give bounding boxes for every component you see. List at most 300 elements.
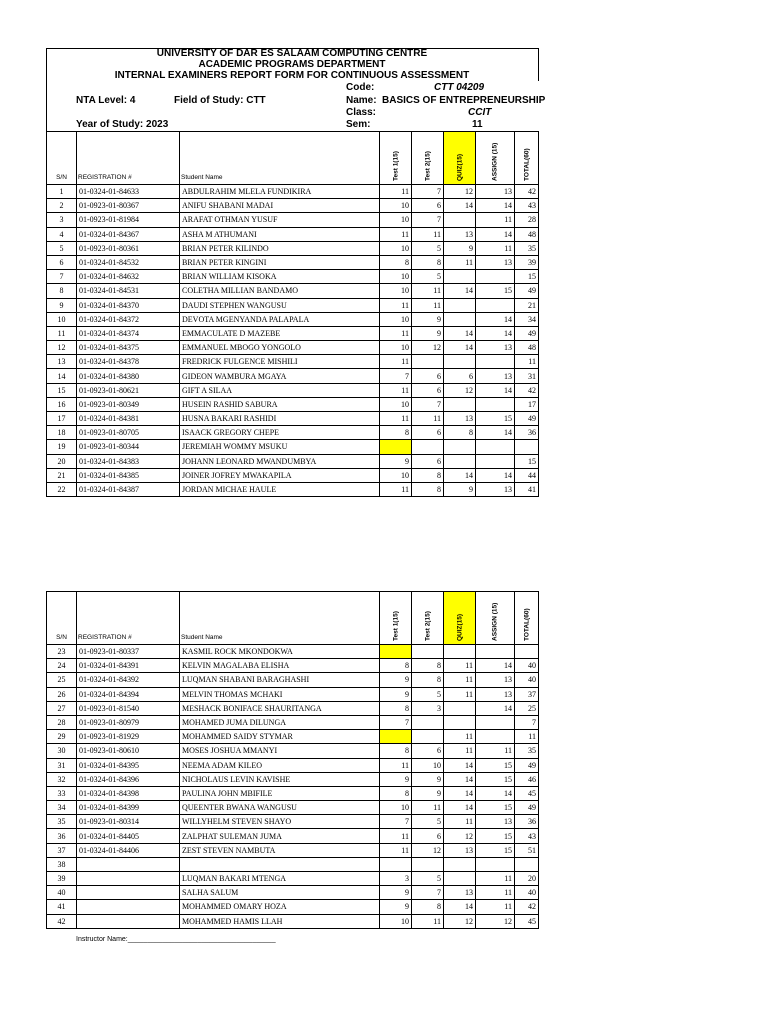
cell-sn: 9 [47, 298, 77, 312]
cell-total: 49 [515, 801, 539, 815]
cell-test2: 11 [412, 298, 444, 312]
cell-student-name: QUEENTER BWANA WANGUSU [180, 801, 380, 815]
cell-registration: 01-0324-01-84370 [77, 298, 180, 312]
cell-student-name: ASHA M ATHUMANI [180, 227, 380, 241]
table-row [47, 326, 539, 340]
cell-student-name: MOHAMMED HAMIS LLAH [180, 914, 380, 928]
cell-sn: 3 [47, 213, 77, 227]
cell-assign: 14 [476, 227, 515, 241]
cell-registration: 01-0923-01-80337 [77, 645, 180, 659]
cell-quiz: 11 [444, 815, 476, 829]
semester-label: Sem: [346, 119, 371, 130]
cell-test1: 8 [380, 701, 412, 715]
university-title: UNIVERSITY OF DAR ES SALAAM COMPUTING CENTRE [156, 48, 428, 59]
cell-test2: 5 [412, 872, 444, 886]
cell-registration: 01-0923-01-80361 [77, 241, 180, 255]
cell-test2: 8 [412, 673, 444, 687]
cell-quiz: 12 [444, 829, 476, 843]
cell-quiz [444, 213, 476, 227]
cell-total: 40 [515, 886, 539, 900]
cell-total: 51 [515, 843, 539, 857]
cell-sn: 40 [47, 886, 77, 900]
table-row [47, 701, 539, 715]
col-quiz-label: QUIZ(15) [456, 613, 463, 641]
cell-total: 45 [515, 914, 539, 928]
col-student-name-header: Student Name [180, 592, 380, 645]
cell-test1 [380, 857, 412, 871]
cell-registration: 01-0324-01-84532 [77, 255, 180, 269]
cell-sn: 16 [47, 397, 77, 411]
cell-registration: 01-0923-01-81540 [77, 701, 180, 715]
cell-assign: 15 [476, 412, 515, 426]
cell-sn: 35 [47, 815, 77, 829]
cell-total: 40 [515, 659, 539, 673]
field-of-study: Field of Study: CTT [174, 95, 266, 106]
cell-quiz: 11 [444, 659, 476, 673]
cell-quiz: 11 [444, 730, 476, 744]
table-row [47, 843, 539, 857]
cell-sn: 38 [47, 857, 77, 871]
cell-registration: 01-0324-01-84385 [77, 468, 180, 482]
table-row [47, 341, 539, 355]
cell-quiz [444, 645, 476, 659]
cell-quiz: 11 [444, 255, 476, 269]
col-total-label: TOTAL(60) [523, 148, 530, 181]
col-quiz-header [444, 592, 476, 645]
cell-quiz: 14 [444, 801, 476, 815]
table-row [47, 355, 539, 369]
cell-student-name: ABDULRAHIM MLELA FUNDIKIRA [180, 185, 380, 199]
col-assign-label: ASSIGN (15) [491, 602, 499, 641]
cell-registration: 01-0324-01-84380 [77, 369, 180, 383]
cell-quiz: 12 [444, 185, 476, 199]
cell-test2: 5 [412, 241, 444, 255]
cell-student-name: MOHAMED JUMA DILUNGA [180, 715, 380, 729]
table-row [47, 312, 539, 326]
cell-sn: 20 [47, 454, 77, 468]
cell-registration: 01-0324-01-84406 [77, 843, 180, 857]
cell-test1: 11 [380, 412, 412, 426]
cell-student-name: LUQMAN BAKARI MTENGA [180, 872, 380, 886]
cell-assign: 13 [476, 687, 515, 701]
cell-test2: 7 [412, 397, 444, 411]
cell-registration: 01-0324-01-84367 [77, 227, 180, 241]
cell-quiz [444, 440, 476, 454]
cell-total: 49 [515, 326, 539, 340]
cell-assign: 11 [476, 213, 515, 227]
cell-sn: 4 [47, 227, 77, 241]
cell-registration: 01-0324-01-84392 [77, 673, 180, 687]
cell-sn: 8 [47, 284, 77, 298]
cell-total: 40 [515, 673, 539, 687]
cell-quiz: 12 [444, 383, 476, 397]
cell-sn: 10 [47, 312, 77, 326]
col-total-label: TOTAL(60) [523, 608, 530, 641]
cell-assign: 15 [476, 284, 515, 298]
cell-registration [77, 900, 180, 914]
cell-test1: 11 [380, 355, 412, 369]
cell-quiz [444, 454, 476, 468]
cell-test2: 8 [412, 659, 444, 673]
cell-test1: 9 [380, 454, 412, 468]
instructor-name-line: Instructor Name:______________________________________ [76, 936, 276, 943]
cell-student-name: ANIFU SHABANI MADAI [180, 199, 380, 213]
cell-student-name: SALHA SALUM [180, 886, 380, 900]
cell-test1: 11 [380, 829, 412, 843]
cell-sn: 27 [47, 701, 77, 715]
cell-quiz [444, 355, 476, 369]
cell-assign [476, 715, 515, 729]
cell-assign: 15 [476, 843, 515, 857]
cell-test1: 10 [380, 270, 412, 284]
cell-sn: 26 [47, 687, 77, 701]
cell-quiz [444, 298, 476, 312]
cell-student-name: KASMIL ROCK MKONDOKWA [180, 645, 380, 659]
cell-quiz [444, 715, 476, 729]
cell-registration [77, 857, 180, 871]
year-of-study: Year of Study: 2023 [76, 119, 169, 130]
cell-registration: 01-0923-01-80344 [77, 440, 180, 454]
cell-test1: 10 [380, 199, 412, 213]
cell-total: 20 [515, 872, 539, 886]
cell-total: 11 [515, 355, 539, 369]
col-assign-header [476, 592, 515, 645]
cell-assign [476, 440, 515, 454]
cell-student-name: HUSEIN RASHID SABURA [180, 397, 380, 411]
cell-sn: 22 [47, 482, 77, 496]
cell-assign: 15 [476, 772, 515, 786]
cell-student-name: NEEMA ADAM KILEO [180, 758, 380, 772]
cell-student-name: ARAFAT OTHMAN YUSUF [180, 213, 380, 227]
cell-test2: 6 [412, 829, 444, 843]
cell-sn: 17 [47, 412, 77, 426]
cell-registration: 01-0324-01-84633 [77, 185, 180, 199]
cell-test2: 7 [412, 185, 444, 199]
cell-registration: 01-0923-01-80610 [77, 744, 180, 758]
col-total-header [515, 132, 539, 185]
cell-assign [476, 397, 515, 411]
table-row [47, 772, 539, 786]
cell-sn: 24 [47, 659, 77, 673]
cell-registration: 01-0923-01-80349 [77, 397, 180, 411]
cell-test1: 10 [380, 914, 412, 928]
cell-test2: 11 [412, 284, 444, 298]
cell-assign: 14 [476, 786, 515, 800]
cell-test2 [412, 355, 444, 369]
col-sn-header: S/N [47, 592, 77, 645]
cell-test2: 12 [412, 843, 444, 857]
cell-sn: 13 [47, 355, 77, 369]
cell-student-name: ZEST STEVEN NAMBUTA [180, 843, 380, 857]
cell-test2: 5 [412, 687, 444, 701]
cell-sn: 30 [47, 744, 77, 758]
nta-level: NTA Level: 4 [76, 95, 136, 106]
cell-quiz: 11 [444, 673, 476, 687]
cell-total: 34 [515, 312, 539, 326]
cell-assign: 14 [476, 659, 515, 673]
cell-test2: 7 [412, 213, 444, 227]
cell-total: 41 [515, 482, 539, 496]
cell-sn: 19 [47, 440, 77, 454]
cell-sn: 12 [47, 341, 77, 355]
cell-test2: 6 [412, 454, 444, 468]
cell-test1 [380, 645, 412, 659]
table-row [47, 227, 539, 241]
table-row [47, 426, 539, 440]
cell-test2: 11 [412, 914, 444, 928]
table-row [47, 199, 539, 213]
cell-test2 [412, 857, 444, 871]
table-row [47, 213, 539, 227]
table-row [47, 255, 539, 269]
cell-sn: 36 [47, 829, 77, 843]
cell-assign: 13 [476, 482, 515, 496]
cell-test2: 3 [412, 701, 444, 715]
cell-test1: 8 [380, 744, 412, 758]
cell-total: 49 [515, 758, 539, 772]
table-row [47, 298, 539, 312]
cell-assign: 14 [476, 326, 515, 340]
cell-quiz: 14 [444, 786, 476, 800]
cell-sn: 37 [47, 843, 77, 857]
col-student-name-header: Student Name [180, 132, 380, 185]
cell-assign [476, 645, 515, 659]
cell-student-name: ISAACK GREGORY CHEPE [180, 426, 380, 440]
cell-test1: 10 [380, 284, 412, 298]
cell-test2: 7 [412, 886, 444, 900]
cell-total: 28 [515, 213, 539, 227]
table-row [47, 801, 539, 815]
cell-sn: 31 [47, 758, 77, 772]
cell-registration: 01-0324-01-84396 [77, 772, 180, 786]
cell-test2: 9 [412, 772, 444, 786]
col-assign-header [476, 132, 515, 185]
cell-student-name: DAUDI STEPHEN WANGUSU [180, 298, 380, 312]
cell-test2: 9 [412, 786, 444, 800]
cell-test1: 11 [380, 383, 412, 397]
col-test2-header [412, 132, 444, 185]
cell-test1: 11 [380, 758, 412, 772]
cell-total [515, 857, 539, 871]
cell-test1: 11 [380, 185, 412, 199]
cell-student-name: PAULINA JOHN MBIFILE [180, 786, 380, 800]
cell-test2: 8 [412, 900, 444, 914]
cell-quiz: 9 [444, 241, 476, 255]
cell-test1: 11 [380, 843, 412, 857]
col-test2-label: Test 2(15) [424, 611, 431, 641]
cell-total: 49 [515, 412, 539, 426]
header-right-border [538, 48, 539, 81]
cell-quiz: 14 [444, 326, 476, 340]
cell-test1 [380, 440, 412, 454]
cell-quiz: 14 [444, 341, 476, 355]
cell-test2 [412, 715, 444, 729]
semester-value: 11 [472, 119, 483, 130]
cell-assign: 14 [476, 468, 515, 482]
cell-assign [476, 270, 515, 284]
table-row [47, 454, 539, 468]
cell-test2: 11 [412, 227, 444, 241]
cell-registration: 01-0923-01-80705 [77, 426, 180, 440]
cell-sn: 28 [47, 715, 77, 729]
cell-test2: 6 [412, 383, 444, 397]
course-name: BASICS OF ENTREPRENEURSHIP [382, 95, 546, 106]
table-row [47, 857, 539, 871]
cell-registration: 01-0923-01-80621 [77, 383, 180, 397]
class-label: Class: [346, 107, 377, 118]
marks-table-2 [46, 591, 539, 929]
cell-test1: 10 [380, 468, 412, 482]
cell-assign: 13 [476, 815, 515, 829]
cell-test2 [412, 730, 444, 744]
cell-total: 44 [515, 468, 539, 482]
cell-total: 42 [515, 900, 539, 914]
cell-registration: 01-0324-01-84383 [77, 454, 180, 468]
cell-registration: 01-0923-01-80314 [77, 815, 180, 829]
cell-total: 35 [515, 241, 539, 255]
cell-sn: 18 [47, 426, 77, 440]
table-row [47, 369, 539, 383]
table-row [47, 744, 539, 758]
table-row [47, 397, 539, 411]
cell-assign: 13 [476, 185, 515, 199]
cell-sn: 11 [47, 326, 77, 340]
table-row [47, 383, 539, 397]
cell-test2: 11 [412, 801, 444, 815]
col-total-header [515, 592, 539, 645]
cell-student-name: MOSES JOSHUA MMANYI [180, 744, 380, 758]
cell-total: 49 [515, 284, 539, 298]
cell-student-name: DEVOTA MGENYANDA PALAPALA [180, 312, 380, 326]
cell-total: 35 [515, 744, 539, 758]
cell-quiz [444, 270, 476, 284]
cell-student-name: MOHAMMED OMARY HOZA [180, 900, 380, 914]
cell-quiz: 11 [444, 744, 476, 758]
cell-student-name: BRIAN PETER KILINDO [180, 241, 380, 255]
cell-test1: 7 [380, 815, 412, 829]
cell-registration: 01-0324-01-84372 [77, 312, 180, 326]
cell-total: 21 [515, 298, 539, 312]
cell-quiz [444, 312, 476, 326]
table-row [47, 872, 539, 886]
cell-test1: 9 [380, 772, 412, 786]
cell-sn: 25 [47, 673, 77, 687]
cell-registration: 01-0324-01-84375 [77, 341, 180, 355]
cell-test1: 10 [380, 213, 412, 227]
table-row [47, 482, 539, 496]
cell-assign: 15 [476, 829, 515, 843]
cell-student-name: MESHACK BONIFACE SHAURITANGA [180, 701, 380, 715]
table-row [47, 412, 539, 426]
cell-assign: 14 [476, 312, 515, 326]
cell-test1: 8 [380, 786, 412, 800]
course-code: CTT 04209 [434, 82, 485, 93]
cell-registration [77, 914, 180, 928]
cell-student-name: KELVIN MAGALABA ELISHA [180, 659, 380, 673]
cell-student-name: BRIAN PETER KINGINI [180, 255, 380, 269]
cell-test1 [380, 730, 412, 744]
cell-student-name: JORDAN MICHAE HAULE [180, 482, 380, 496]
col-sn-header: S/N [47, 132, 77, 185]
table-row [47, 730, 539, 744]
cell-test1: 10 [380, 341, 412, 355]
cell-quiz [444, 872, 476, 886]
cell-assign [476, 857, 515, 871]
cell-student-name: ZALPHAT SULEMAN JUMA [180, 829, 380, 843]
cell-test1: 3 [380, 872, 412, 886]
cell-registration: 01-0324-01-84378 [77, 355, 180, 369]
cell-quiz: 12 [444, 914, 476, 928]
cell-quiz: 14 [444, 758, 476, 772]
cell-quiz: 14 [444, 900, 476, 914]
cell-sn: 7 [47, 270, 77, 284]
cell-total: 25 [515, 701, 539, 715]
table-row [47, 914, 539, 928]
cell-assign: 13 [476, 341, 515, 355]
cell-sn: 29 [47, 730, 77, 744]
cell-registration: 01-0923-01-81929 [77, 730, 180, 744]
cell-quiz: 6 [444, 369, 476, 383]
cell-total: 46 [515, 772, 539, 786]
cell-student-name: EMMANUEL MBOGO YONGOLO [180, 341, 380, 355]
cell-assign: 14 [476, 426, 515, 440]
cell-test2: 8 [412, 482, 444, 496]
cell-assign: 13 [476, 369, 515, 383]
cell-student-name: NICHOLAUS LEVIN KAVISHE [180, 772, 380, 786]
cell-student-name: BRIAN WILLIAM KISOKA [180, 270, 380, 284]
cell-test1: 9 [380, 900, 412, 914]
table-row [47, 270, 539, 284]
table-row [47, 815, 539, 829]
cell-student-name: COLETHA MILLIAN BANDAMO [180, 284, 380, 298]
cell-test2: 6 [412, 369, 444, 383]
cell-quiz [444, 701, 476, 715]
cell-test1: 11 [380, 326, 412, 340]
cell-total: 48 [515, 227, 539, 241]
cell-assign: 11 [476, 744, 515, 758]
cell-assign: 13 [476, 673, 515, 687]
cell-test2: 5 [412, 270, 444, 284]
cell-student-name: EMMACULATE D MAZEBE [180, 326, 380, 340]
cell-sn: 34 [47, 801, 77, 815]
cell-assign [476, 298, 515, 312]
cell-student-name: FREDRICK FULGENCE MISHILI [180, 355, 380, 369]
cell-student-name: LUQMAN SHABANI BARAGHASHI [180, 673, 380, 687]
cell-registration: 01-0324-01-84387 [77, 482, 180, 496]
course-name-label: Name: [346, 95, 377, 106]
cell-total: 43 [515, 199, 539, 213]
cell-test2: 5 [412, 815, 444, 829]
cell-student-name: JEREMIAH WOMMY MSUKU [180, 440, 380, 454]
cell-test2: 11 [412, 412, 444, 426]
cell-test2: 12 [412, 341, 444, 355]
cell-assign: 14 [476, 383, 515, 397]
cell-assign [476, 730, 515, 744]
table-row [47, 715, 539, 729]
cell-assign: 15 [476, 801, 515, 815]
table-row [47, 758, 539, 772]
cell-test1: 11 [380, 482, 412, 496]
table-row [47, 886, 539, 900]
cell-student-name: JOHANN LEONARD MWANDUMBYA [180, 454, 380, 468]
cell-registration: 01-0923-01-80979 [77, 715, 180, 729]
cell-student-name: GIFT A SILAA [180, 383, 380, 397]
table-row [47, 829, 539, 843]
cell-student-name: JOINER JOFREY MWAKAPILA [180, 468, 380, 482]
cell-registration [77, 872, 180, 886]
cell-total: 36 [515, 815, 539, 829]
cell-assign: 11 [476, 886, 515, 900]
